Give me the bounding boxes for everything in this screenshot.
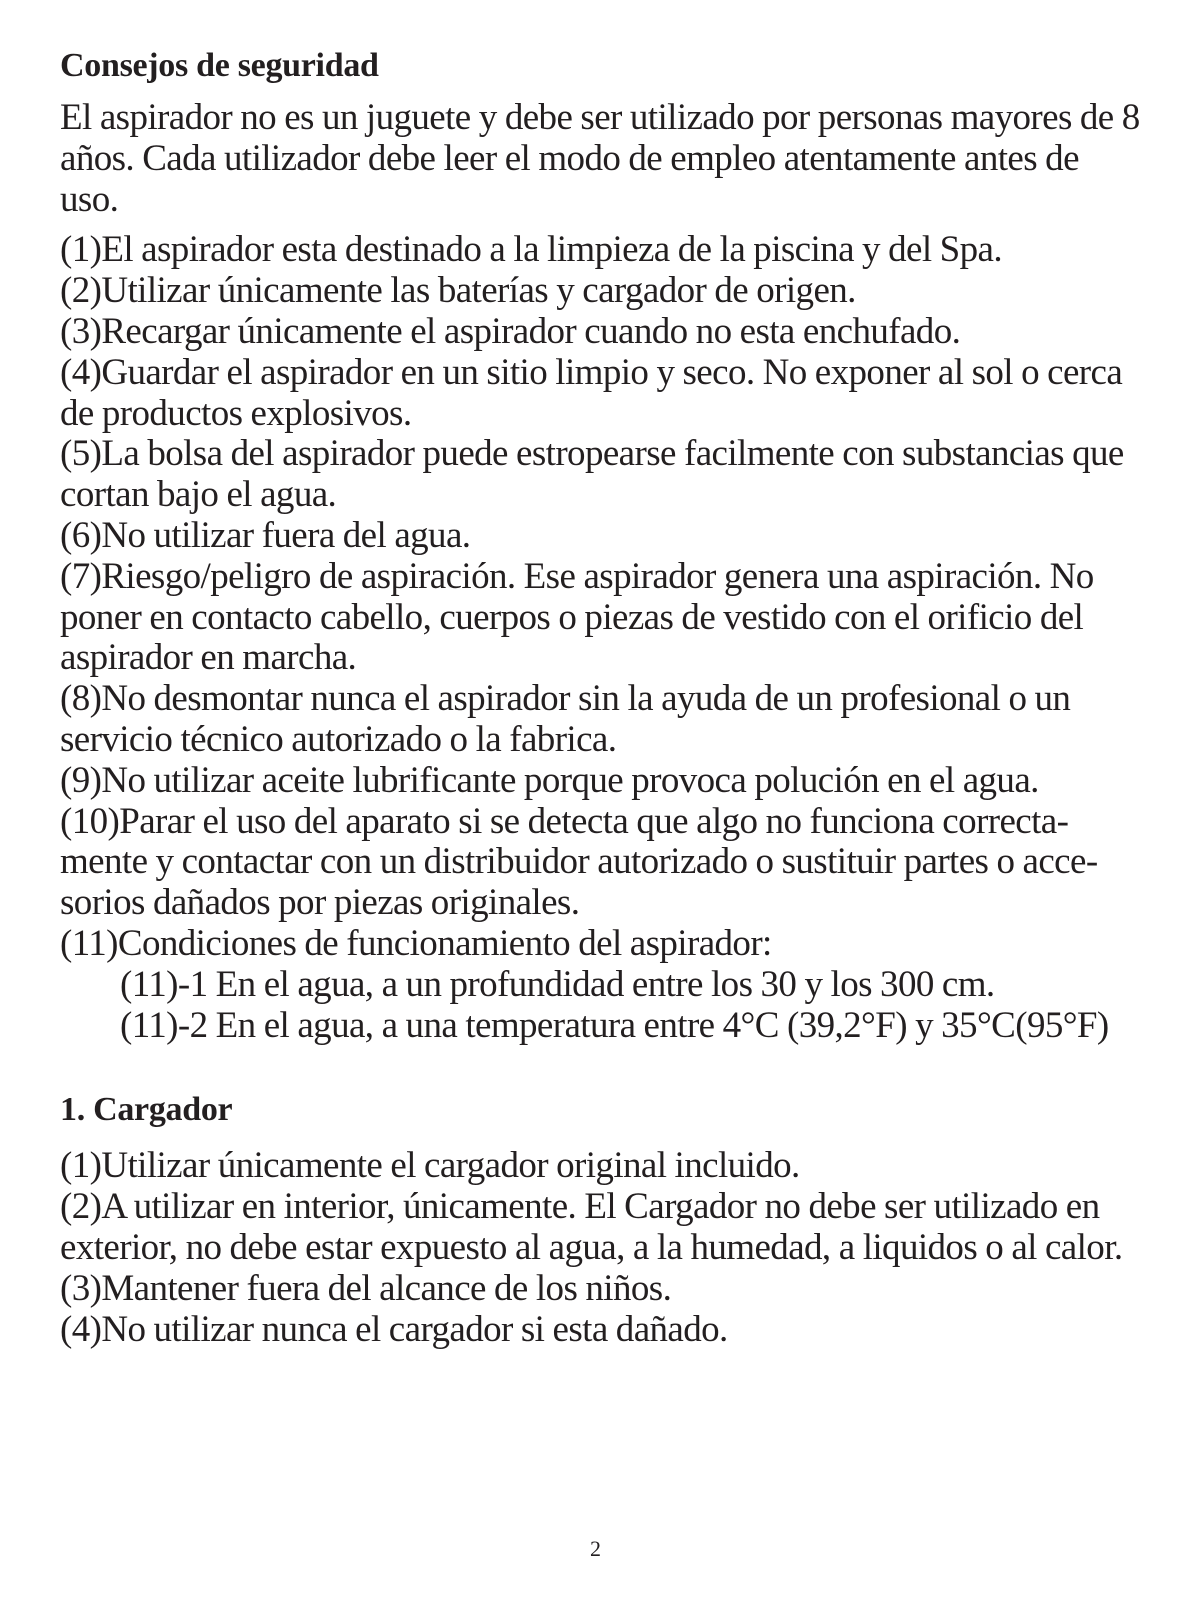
safety-item-1: (1)El aspirador esta destinado a la limpieza de la piscina y del Spa.: [60, 229, 1003, 271]
safety-list: [60, 230, 1140, 1046]
safety-item-6: (6)No utilizar fuera del agua.: [60, 514, 471, 556]
document-page: [60, 44, 1140, 1350]
safety-item-4: (4)Guardar el aspirador en un sitio limpio y seco. No exponer al sol o cerca de productos explosivos.: [60, 351, 1123, 434]
safety-item-3: (3)Recargar únicamente el aspirador cuando no esta enchufado.: [60, 310, 961, 352]
charger-item-1: (1)Utilizar únicamente el cargador original incluido.: [60, 1145, 800, 1187]
charger-list: [60, 1146, 1140, 1350]
safety-subitem-11-1: (11)-1 En el agua, a un profundidad entre los 30 y los 300 cm.: [120, 963, 995, 1005]
charger-item-2: (2)A utilizar en interior, únicamente. El Cargador no debe ser utilizado en exterior, no debe estar expuesto al agua, a la humedad, a liquidos o al calor.: [60, 1186, 1123, 1268]
safety-subitem-11-2: (11)-2 En el agua, a una temperatura entre 4°C (39,2°F) y 35°C(95°F): [120, 1004, 1109, 1046]
safety-item-8: (8)No desmontar nunca el aspirador sin la ayuda de un profesional o un servicio técnico autorizado o la fabrica.: [60, 678, 1071, 760]
page-number: 2: [590, 1536, 601, 1561]
safety-intro: El aspirador no es un juguete y debe ser utilizado por personas mayores de 8 años. Cada utilizador debe leer el modo de empleo atentamente antes de uso.: [60, 97, 1140, 220]
section-title-safety: Consejos de seguridad: [60, 47, 379, 84]
safety-item-9: (9)No utilizar aceite lubrificante porque provoca polución en el agua.: [60, 759, 1039, 801]
charger-item-3: (3)Mantener fuera del alcance de los niños.: [60, 1267, 672, 1309]
charger-item-4: (4)No utilizar nunca el cargador si esta dañado.: [60, 1308, 728, 1350]
safety-item-2: (2)Utilizar únicamente las baterías y cargador de origen.: [60, 270, 856, 312]
safety-item-10: (10)Parar el uso del aparato si se detecta que algo no funciona correcta-mente y contactar con un distribuidor autorizado o sustituir partes o acce-sorios dañados por piezas originales.: [60, 800, 1098, 924]
safety-item-11: (11)Condiciones de funcionamiento del aspirador:: [60, 922, 772, 964]
safety-item-7: (7)Riesgo/peligro de aspiración. Ese aspirador genera una aspiración. No poner en contacto cabello, cuerpos o piezas de vestido con el orificio del aspirador en marcha.: [60, 555, 1094, 679]
safety-item-5: (5)La bolsa del aspirador puede estropearse facilmente con substancias que cortan bajo el agua.: [60, 433, 1124, 516]
section-title-charger: 1. Cargador: [60, 1091, 233, 1129]
